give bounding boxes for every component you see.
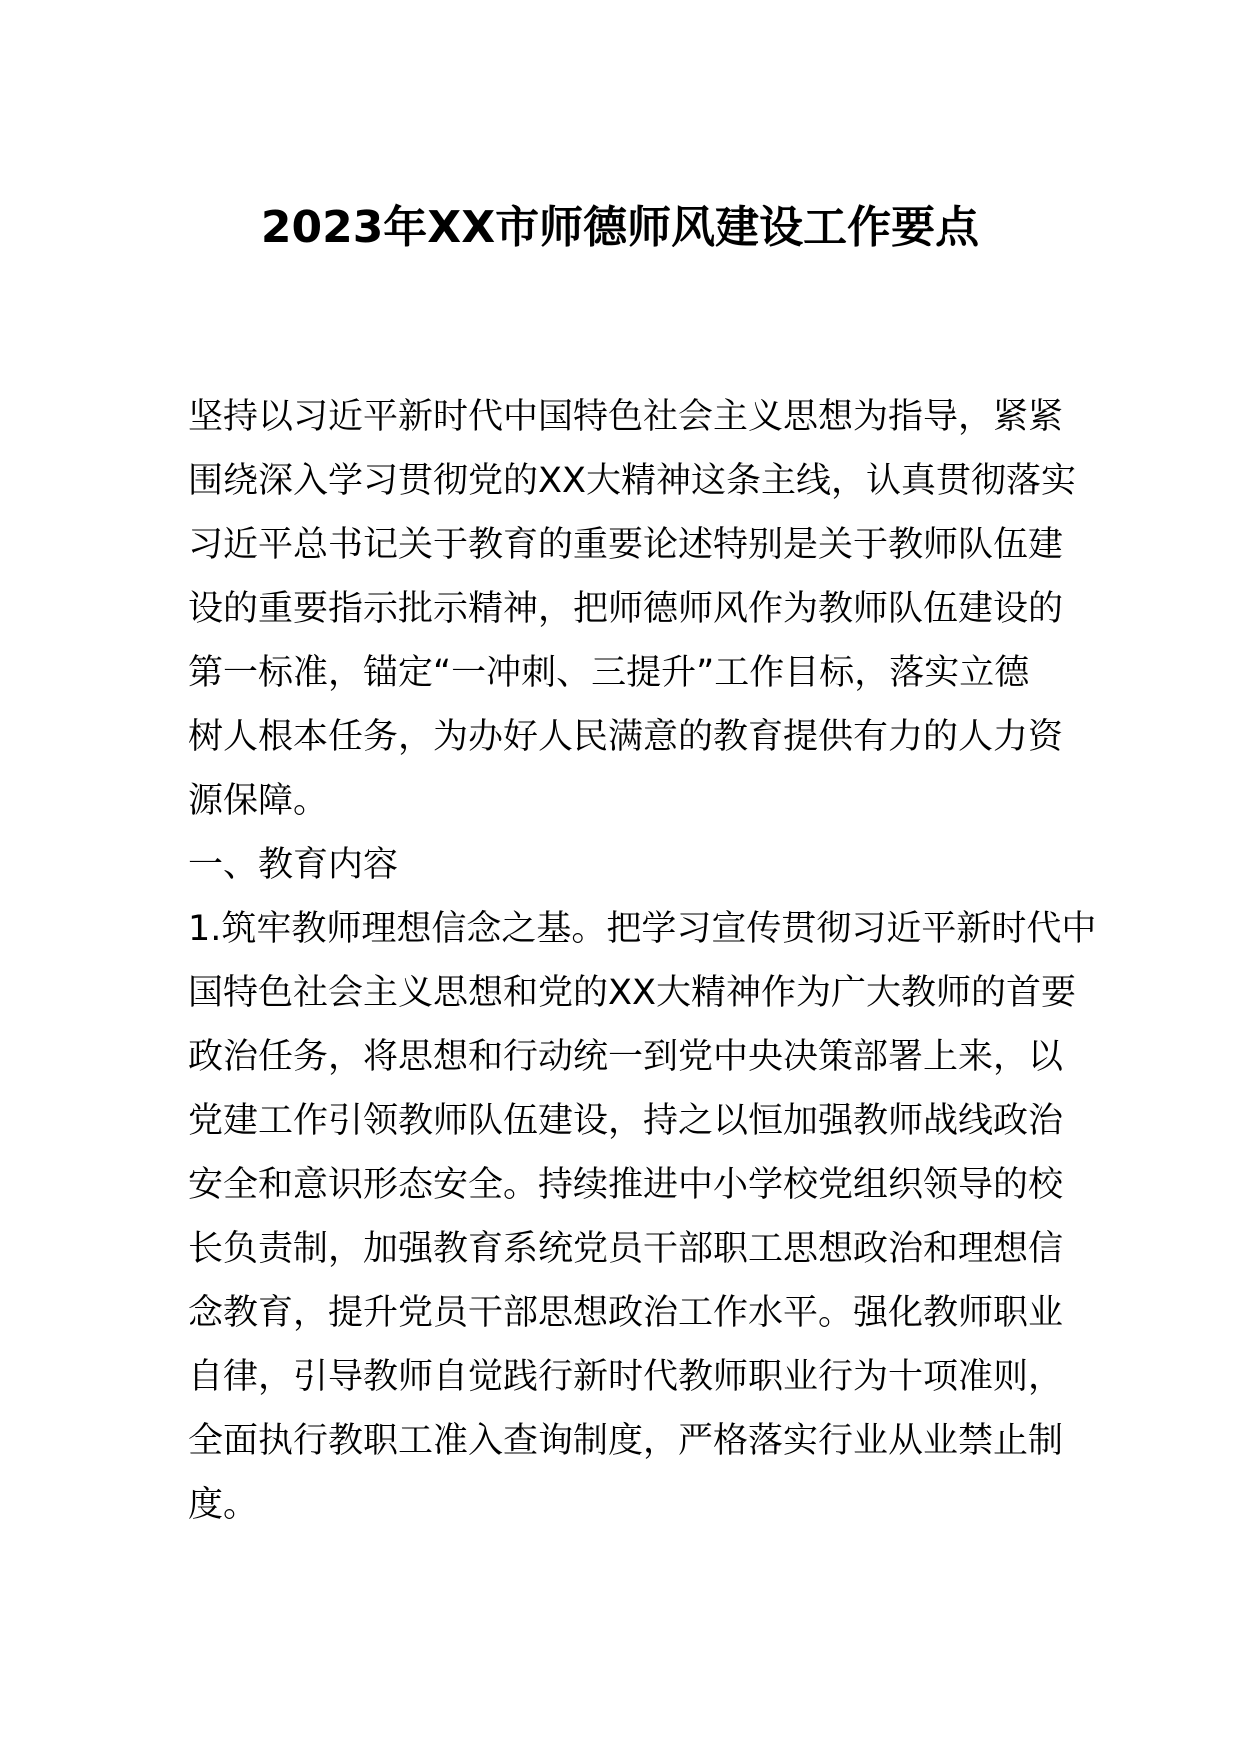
- paragraph-line: 国特色社会主义思想和党的XX大精神作为广大教师的首要: [188, 973, 1076, 1013]
- paragraph-line: 1.筑牢教师理想信念之基。把学习宣传贯彻习近平新时代中: [188, 909, 1097, 949]
- paragraph-line: 党建工作引领教师队伍建设，持之以恒加强教师战线政治: [188, 1101, 1064, 1141]
- paragraph-line: 第一标准，锚定“一冲刺、三提升”工作目标，落实立德: [188, 653, 1030, 693]
- document-body: [188, 385, 1097, 1537]
- paragraph-line: 习近平总书记关于教育的重要论述特别是关于教师队伍建: [188, 525, 1064, 565]
- paragraph-line: 政治任务，将思想和行动统一到党中央决策部署上来，以: [188, 1037, 1064, 1077]
- paragraph-line: 围绕深入学习贯彻党的XX大精神这条主线，认真贯彻落实: [188, 461, 1076, 501]
- paragraph-line: 长负责制，加强教育系统党员干部职工思想政治和理想信: [188, 1229, 1064, 1269]
- section-heading: 一、教育内容: [188, 845, 399, 885]
- document-title: 2023年XX市师德师风建设工作要点: [260, 202, 980, 253]
- paragraph-line: 全面执行教职工准入查询制度，严格落实行业从业禁止制: [188, 1421, 1064, 1461]
- paragraph-line: 树人根本任务，为办好人民满意的教育提供有力的人力资: [188, 717, 1064, 757]
- paragraph-line: 安全和意识形态安全。持续推进中小学校党组织领导的校: [188, 1165, 1064, 1205]
- paragraph-line: 坚持以习近平新时代中国特色社会主义思想为指导，紧紧: [188, 397, 1064, 437]
- paragraph-line: 自律，引导教师自觉践行新时代教师职业行为十项准则，: [188, 1357, 1064, 1397]
- paragraph-line: 念教育，提升党员干部思想政治工作水平。强化教师职业: [188, 1293, 1064, 1333]
- paragraph-line: 度。: [188, 1485, 259, 1525]
- paragraph-line: 源保障。: [188, 781, 329, 821]
- paragraph-line: 设的重要指示批示精神，把师德师风作为教师队伍建设的: [188, 589, 1064, 629]
